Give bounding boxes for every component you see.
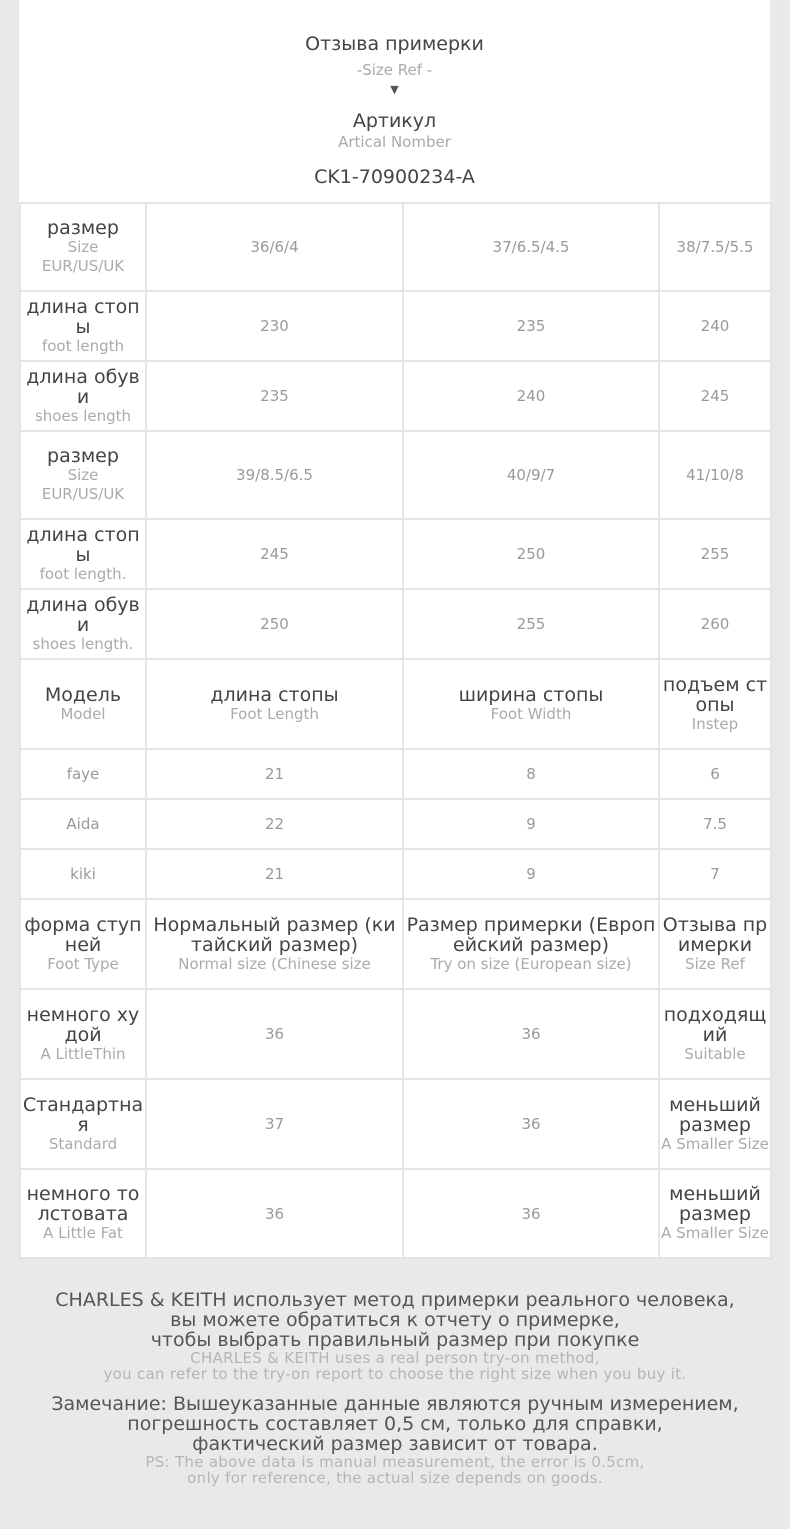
label-ru: длина обуви (26, 593, 140, 636)
model-header-row (20, 659, 771, 749)
foot-type-ru: немного худой (26, 1003, 140, 1046)
row-label (20, 431, 146, 519)
header-en: Foot Length (230, 704, 319, 723)
size-ref-en: A Smaller Size (661, 1224, 769, 1242)
table-row (20, 203, 771, 291)
header-ru: Нормальный размер (китайский размер) (153, 913, 396, 956)
table-cell: 240 (659, 291, 771, 361)
table-cell: 245 (659, 361, 771, 431)
table-cell: 255 (659, 519, 771, 589)
note-text-ru: чтобы выбрать правильный размер при покупке (150, 1329, 640, 1351)
table-cell: 37 (146, 1079, 403, 1169)
table-cell: 240 (403, 361, 659, 431)
table-cell: 41/10/8 (659, 431, 771, 519)
foot-type-en: A Little Fat (43, 1224, 123, 1242)
table-row (20, 431, 771, 519)
model-name: Aida (20, 799, 146, 849)
table-row (20, 849, 771, 899)
page-subtitle: -Size Ref - (356, 61, 433, 79)
column-header (20, 899, 146, 989)
table-cell: 36/6/4 (146, 203, 403, 291)
foot-type-en: Standard (48, 1134, 118, 1153)
fit-header-row (20, 899, 771, 989)
footer-notes (0, 1290, 790, 1486)
label-ru: размер (47, 445, 119, 467)
header-en: Model (60, 704, 106, 723)
model-name: kiki (20, 849, 146, 899)
row-label (20, 361, 146, 431)
column-header (146, 659, 403, 749)
table-cell: 9 (403, 849, 659, 899)
label-ru: длина стопы (26, 295, 140, 338)
table-cell: 235 (403, 291, 659, 361)
label-en: Size (67, 466, 99, 484)
size-ref-cell (659, 1079, 771, 1169)
table-cell: 21 (146, 849, 403, 899)
foot-type-ru: Стандартная (22, 1093, 144, 1136)
table-cell: 38/7.5/5.5 (659, 203, 771, 291)
table-cell: 6 (659, 749, 771, 799)
label-ru: длина обуви (26, 365, 140, 408)
size-ref-cell (659, 989, 771, 1079)
row-label (20, 291, 146, 361)
table-cell: 21 (146, 749, 403, 799)
label-en: foot length (41, 336, 125, 355)
header-ru: длина стопы (210, 683, 339, 706)
label-ru: размер (47, 217, 119, 239)
size-chart-header (19, 0, 770, 202)
note-text-en: CHARLES & KEITH uses a real person try-on method, (190, 1349, 600, 1367)
header-en: Normal size (Chinese size (178, 954, 371, 973)
table-cell: 7 (659, 849, 771, 899)
table-cell: 9 (403, 799, 659, 849)
table-cell: 36 (403, 1169, 659, 1258)
header-ru: Модель (44, 683, 122, 706)
header-ru: Размер примерки (Европейский размер) (406, 913, 656, 956)
table-row (20, 989, 771, 1079)
article-code: CK1-70900234-A (314, 166, 475, 188)
column-header (659, 899, 771, 989)
foot-type-cell (20, 989, 146, 1079)
table-row (20, 1079, 771, 1169)
table-cell: 36 (146, 989, 403, 1079)
disclaimer-text-ru: Замечание: Вышеуказанные данные являются ручным измерением, (51, 1393, 739, 1415)
label-en: foot length. (39, 564, 127, 583)
table-cell: 40/9/7 (403, 431, 659, 519)
table-cell: 7.5 (659, 799, 771, 849)
size-ref-en: A Smaller Size (661, 1134, 769, 1153)
table-cell: 235 (146, 361, 403, 431)
table-cell: 37/6.5/4.5 (403, 203, 659, 291)
table-cell: 8 (403, 749, 659, 799)
row-label (20, 589, 146, 659)
table-cell: 39/8.5/6.5 (146, 431, 403, 519)
article-label: Артикул (352, 110, 437, 132)
table-cell: 260 (659, 589, 771, 659)
header-en: Instep (691, 714, 739, 733)
label-en-unit: EUR/US/UK (41, 257, 125, 275)
label-en: shoes length. (32, 634, 134, 653)
label-ru: длина стопы (26, 523, 140, 566)
disclaimer-text-ru: фактический размер зависит от товара. (192, 1433, 598, 1455)
table-row (20, 1169, 771, 1258)
size-ref-en: Suitable (684, 1044, 746, 1063)
size-ref-ru: меньший размер (669, 1093, 761, 1136)
table-row (20, 361, 771, 431)
table-row (20, 799, 771, 849)
column-header (403, 899, 659, 989)
table-cell: 250 (146, 589, 403, 659)
header-en: Foot Type (47, 954, 119, 973)
triangle-down-icon: ▼ (390, 83, 399, 96)
page-title: Отзыва примерки (305, 33, 484, 55)
size-ref-cell (659, 1169, 771, 1258)
label-en: shoes length (34, 406, 132, 425)
header-ru: ширина стопы (458, 683, 604, 706)
foot-type-cell (20, 1079, 146, 1169)
column-header (146, 899, 403, 989)
size-chart-table (19, 202, 772, 1259)
table-cell: 255 (403, 589, 659, 659)
table-cell: 230 (146, 291, 403, 361)
table-row (20, 291, 771, 361)
table-cell: 36 (146, 1169, 403, 1258)
row-label (20, 519, 146, 589)
foot-type-en: A LittleThin (40, 1044, 126, 1063)
label-en: Size (67, 238, 99, 256)
header-ru: форма ступней (24, 913, 142, 956)
table-cell: 36 (403, 1079, 659, 1169)
foot-type-cell (20, 1169, 146, 1258)
header-ru: Отзыва примерки (662, 913, 768, 956)
note-text-ru: вы можете обратиться к отчету о примерке, (170, 1309, 620, 1331)
header-en: Foot Width (490, 704, 572, 723)
table-cell: 22 (146, 799, 403, 849)
size-ref-ru: подходящий (663, 1003, 767, 1046)
note-text-en: you can refer to the try-on report to choose the right size when you buy it. (103, 1365, 687, 1383)
size-ref-ru: меньший размер (669, 1183, 761, 1225)
article-label-en: Artical Nomber (338, 133, 451, 151)
row-label (20, 203, 146, 291)
table-cell: 36 (403, 989, 659, 1079)
column-header (403, 659, 659, 749)
table-row (20, 589, 771, 659)
foot-type-ru: немного толстовата (26, 1183, 140, 1225)
column-header (20, 659, 146, 749)
disclaimer-text-en: only for reference, the actual size depends on goods. (187, 1469, 603, 1487)
header-ru: подъем стопы (662, 673, 768, 716)
table-cell: 250 (403, 519, 659, 589)
label-en-unit: EUR/US/UK (41, 485, 125, 503)
table-row (20, 749, 771, 799)
note-text-ru: CHARLES & KEITH использует метод примерки реального человека, (55, 1289, 735, 1311)
table-cell: 245 (146, 519, 403, 589)
disclaimer-text-ru: погрешность составляет 0,5 см, только для справки, (127, 1413, 663, 1435)
column-header (659, 659, 771, 749)
model-name: faye (20, 749, 146, 799)
disclaimer-text-en: PS: The above data is manual measurement, the error is 0.5cm, (145, 1453, 645, 1471)
table-row (20, 519, 771, 589)
header-en: Size Ref (685, 954, 745, 973)
header-en: Try on size (European size) (430, 954, 632, 973)
